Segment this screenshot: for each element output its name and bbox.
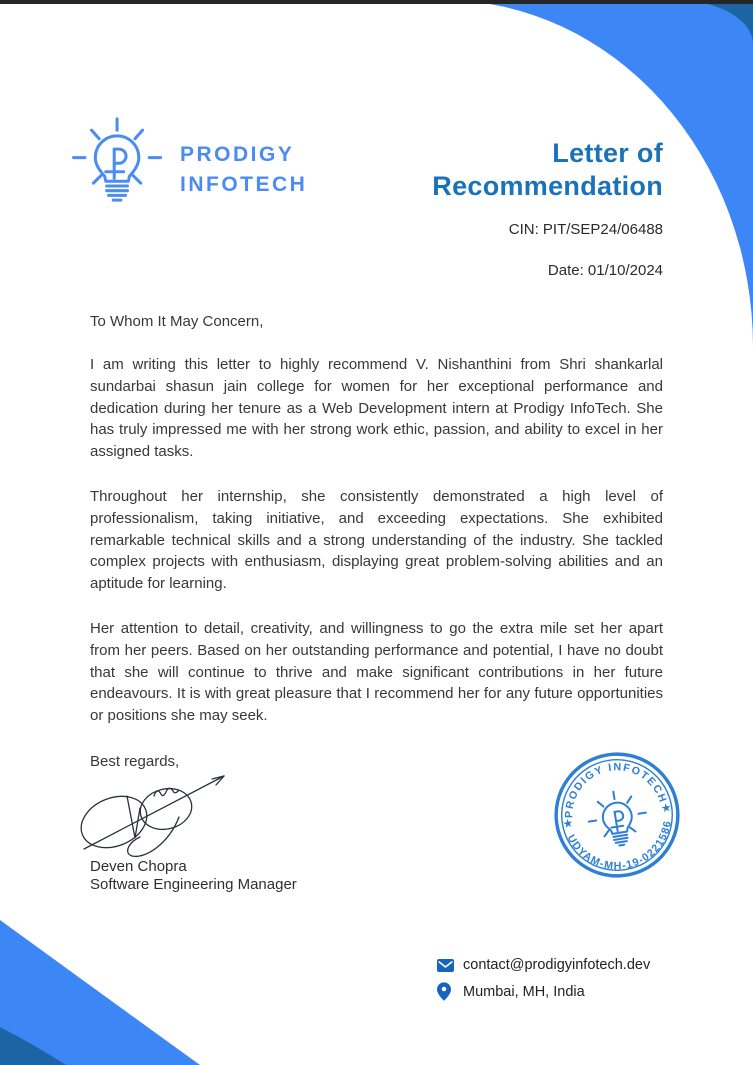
- footer-email-row: [437, 957, 650, 973]
- contact-email: contact@prodigyinfotech.dev: [463, 957, 651, 973]
- company-name-line1: PRODIGY: [180, 143, 295, 166]
- signatory-name: Deven Chopra: [90, 858, 187, 875]
- stamp-top-text: PRODIGY INFOTECH: [563, 761, 670, 819]
- contact-location: Mumbai, MH, India: [463, 983, 585, 1000]
- location-pin-icon: [437, 982, 463, 1001]
- signatory-role: Software Engineering Manager: [90, 876, 297, 893]
- page-title-line2: Recommendation: [432, 171, 663, 201]
- handwritten-signature: [74, 765, 236, 861]
- lightbulb-logo-icon: [70, 116, 166, 220]
- letter-date: Date: 01/10/2024: [547, 262, 663, 279]
- company-stamp-seal: [536, 734, 698, 896]
- paragraph-2: Throughout her internship, she consistently demonstrated a high level of professionalism, taking initiative, and exceeding expectations. She exhibited remarkable technical skills and a strong understanding of the industry. She tackled complex projects with enthusiasm, displaying great problem-solving abilities and an aptitude for learning.: [90, 487, 663, 593]
- letter-body: [90, 312, 663, 727]
- cin-number: CIN: PIT/SEP24/06488: [508, 221, 663, 238]
- closing-phrase: Best regards,: [90, 753, 180, 770]
- signature-block: [90, 752, 410, 897]
- footer-contact: [437, 957, 650, 1010]
- window-top-edge: [0, 0, 753, 4]
- corner-decoration-bottom-left: [0, 913, 200, 1065]
- company-logo: [70, 116, 307, 220]
- envelope-icon: [437, 959, 463, 972]
- page-title-line1: Letter of: [552, 138, 663, 168]
- paragraph-3: Her attention to detail, creativity, and willingness to go the extra mile set her apart from her peers. Based on her outstanding performance and potential, I have no doubt that she will continue to thrive and make significant contributions in her future endeavours. It is with great pleasure that I recommend her for any future opportunities or positions she may seek.: [90, 619, 663, 725]
- stamp-lightbulb-icon: [585, 787, 651, 849]
- stamp-star-right-icon: ★: [660, 802, 672, 815]
- company-name: [180, 116, 307, 200]
- salutation: To Whom It May Concern,: [90, 313, 264, 330]
- stamp-bottom-text: UDYAM-MH-19-0221586: [564, 819, 675, 873]
- company-name-line2: INFOTECH: [180, 173, 308, 196]
- page-title: [432, 137, 663, 203]
- stamp-star-left-icon: ★: [562, 818, 574, 831]
- footer-location-row: [437, 982, 650, 1001]
- paragraph-1: I am writing this letter to highly recommend V. Nishanthini from Shri shankarlal sundarbai shasun jain college for women for her exceptional performance and dedication during her tenure as a Web Development intern at Prodigy InfoTech. She has truly impressed me with her strong work ethic, passion, and ability to excel in her assigned tasks.: [90, 356, 663, 461]
- document-header: [432, 137, 663, 279]
